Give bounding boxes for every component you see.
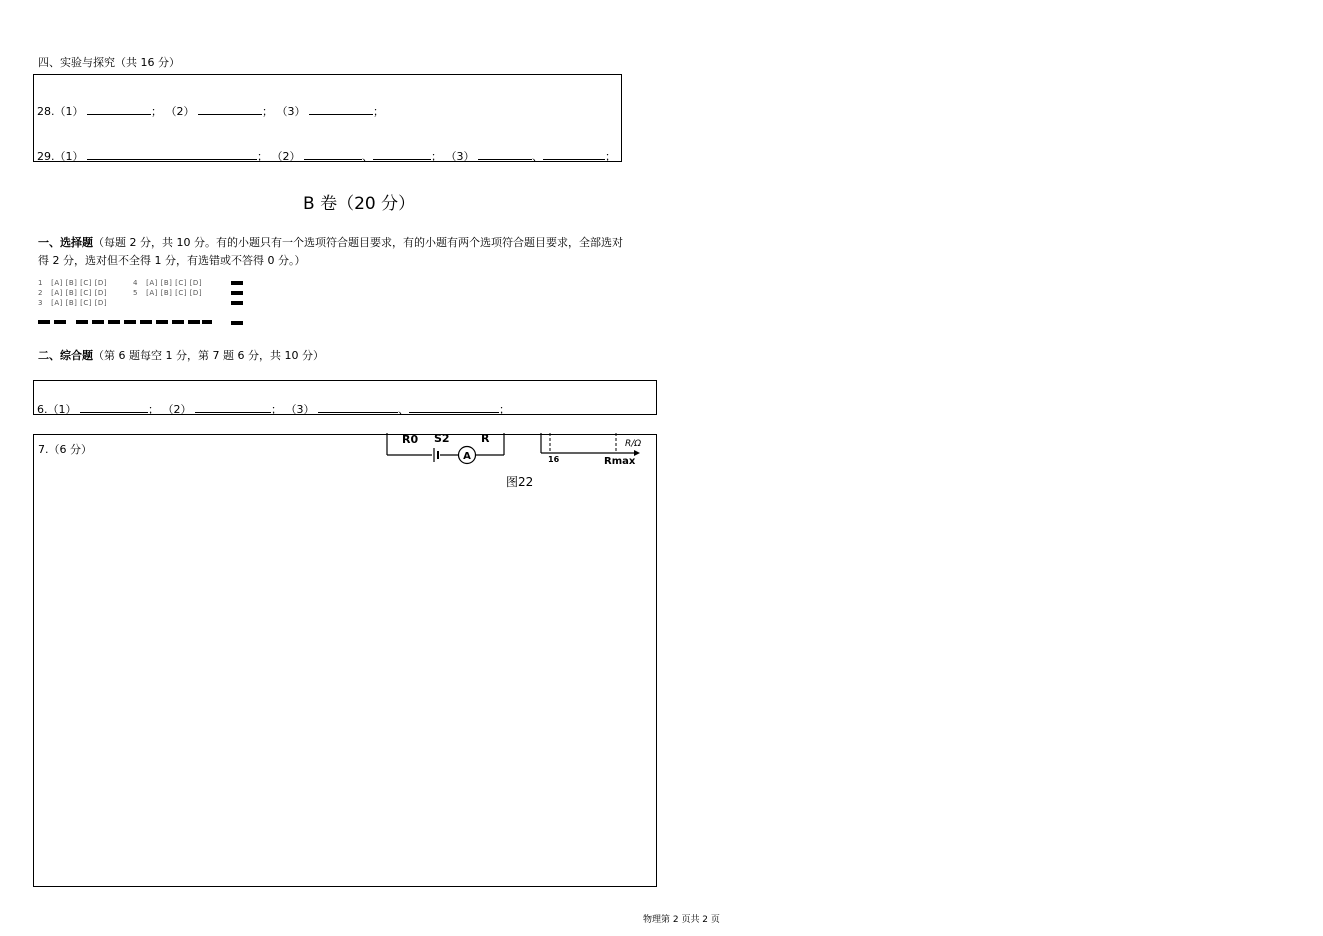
timing-mark: [231, 321, 243, 325]
q29-part3-blank-b[interactable]: [543, 147, 605, 160]
choice-row-3: [38, 299, 107, 307]
q6-part3-label: （3）: [285, 403, 315, 416]
q6-part1-blank[interactable]: [80, 400, 148, 413]
choice-heading-line2: 得 2 分，选对但不全得 1 分，有选错或不答得 0 分。）: [38, 254, 306, 267]
timing-mark: [38, 320, 50, 324]
timing-mark: [108, 320, 120, 324]
q28-part2-label: （2）: [165, 105, 195, 118]
timing-mark: [231, 281, 243, 285]
separator: 、: [398, 403, 409, 416]
q6-number: 6.: [37, 403, 48, 416]
choice-options[interactable]: [A] [B] [C] [D]: [51, 279, 108, 287]
q29-part2-blank-a[interactable]: [304, 147, 362, 160]
circuit-diagram: [387, 433, 504, 464]
separator: 、: [532, 150, 543, 163]
rmax-label: Rmax: [604, 456, 636, 467]
q29-part1-label: （1）: [54, 150, 84, 163]
choice-heading: [38, 234, 623, 250]
timing-mark: [231, 291, 243, 295]
choice-num: 5: [133, 289, 138, 297]
timing-mark: [92, 320, 104, 324]
figure-caption: 图22: [506, 475, 534, 489]
choice-row-5: [133, 289, 202, 297]
q28-row: [37, 102, 384, 119]
q6-part1-label: （1）: [47, 403, 77, 416]
q28-part1-blank[interactable]: [87, 102, 151, 115]
q7-answer-box[interactable]: [33, 434, 657, 887]
q29-part1-blank[interactable]: [87, 147, 257, 160]
separator: ；: [148, 403, 159, 416]
choice-row-1: [38, 279, 107, 287]
q6-part2-label: （2）: [162, 403, 192, 416]
q29-part3-label: （3）: [445, 150, 475, 163]
choice-row-4: [133, 279, 202, 287]
q29-part2-blank-b[interactable]: [373, 147, 431, 160]
timing-mark: [124, 320, 136, 324]
timing-mark: [202, 320, 212, 324]
separator: ；: [373, 105, 384, 118]
q29-number: 29.: [37, 150, 55, 163]
choice-options[interactable]: [A] [B] [C] [D]: [51, 289, 108, 297]
q28-part3-label: （3）: [276, 105, 306, 118]
timing-mark: [172, 320, 184, 324]
page-footer: 物理第 2 页共 2 页: [643, 915, 720, 925]
timing-mark: [54, 320, 66, 324]
q6-row: [37, 400, 510, 417]
separator: ；: [271, 403, 282, 416]
separator: ；: [431, 150, 442, 163]
timing-mark: [76, 320, 88, 324]
separator: ；: [499, 403, 510, 416]
choice-row-2: [38, 289, 107, 297]
resistance-axis: [541, 433, 641, 467]
separator: ；: [605, 150, 616, 163]
choice-num: 2: [38, 289, 43, 297]
separator: ；: [257, 150, 268, 163]
separator: ；: [151, 105, 162, 118]
q28-part2-blank[interactable]: [198, 102, 262, 115]
choice-num: 1: [38, 279, 43, 287]
choice-heading-bold: 一、选择题: [38, 236, 93, 249]
choice-options[interactable]: [A] [B] [C] [D]: [51, 299, 108, 307]
ammeter-label: A: [463, 451, 471, 462]
q6-part3-blank-b[interactable]: [409, 400, 499, 413]
choice-num: 4: [133, 279, 138, 287]
q28-number: 28.: [37, 105, 55, 118]
s2-label: S2: [434, 433, 450, 445]
section4-heading: 四、实验与探究（共 16 分）: [38, 56, 180, 69]
timing-mark: [188, 320, 200, 324]
timing-mark: [140, 320, 152, 324]
comprehensive-heading: [38, 347, 324, 363]
q6-part3-blank-a[interactable]: [318, 400, 398, 413]
partb-title: B 卷（20 分）: [303, 194, 416, 214]
tick-16: 16: [548, 455, 560, 464]
r0-label: R0: [402, 433, 419, 446]
separator: ；: [262, 105, 273, 118]
q28-part3-blank[interactable]: [309, 102, 373, 115]
choice-heading-text: （每题 2 分，共 10 分。有的小题只有一个选项符合题目要求，有的小题有两个选项符合题目要求，全部选对: [93, 236, 623, 249]
timing-mark: [156, 320, 168, 324]
q29-part2-label: （2）: [271, 150, 301, 163]
q28-part1-label: （1）: [54, 105, 84, 118]
q6-part2-blank[interactable]: [195, 400, 271, 413]
axis-label: R/Ω: [625, 439, 642, 449]
comprehensive-heading-bold: 二、综合题: [38, 349, 93, 362]
choice-num: 3: [38, 299, 43, 307]
q29-row: [37, 147, 616, 164]
timing-mark: [231, 301, 243, 305]
r-label: R: [481, 433, 490, 445]
choice-options[interactable]: [A] [B] [C] [D]: [146, 279, 203, 287]
q7-label: 7.（6 分）: [38, 443, 92, 456]
comprehensive-heading-text: （第 6 题每空 1 分，第 7 题 6 分，共 10 分）: [93, 349, 324, 362]
q29-part3-blank-a[interactable]: [478, 147, 532, 160]
choice-options[interactable]: [A] [B] [C] [D]: [146, 289, 203, 297]
separator: 、: [362, 150, 373, 163]
